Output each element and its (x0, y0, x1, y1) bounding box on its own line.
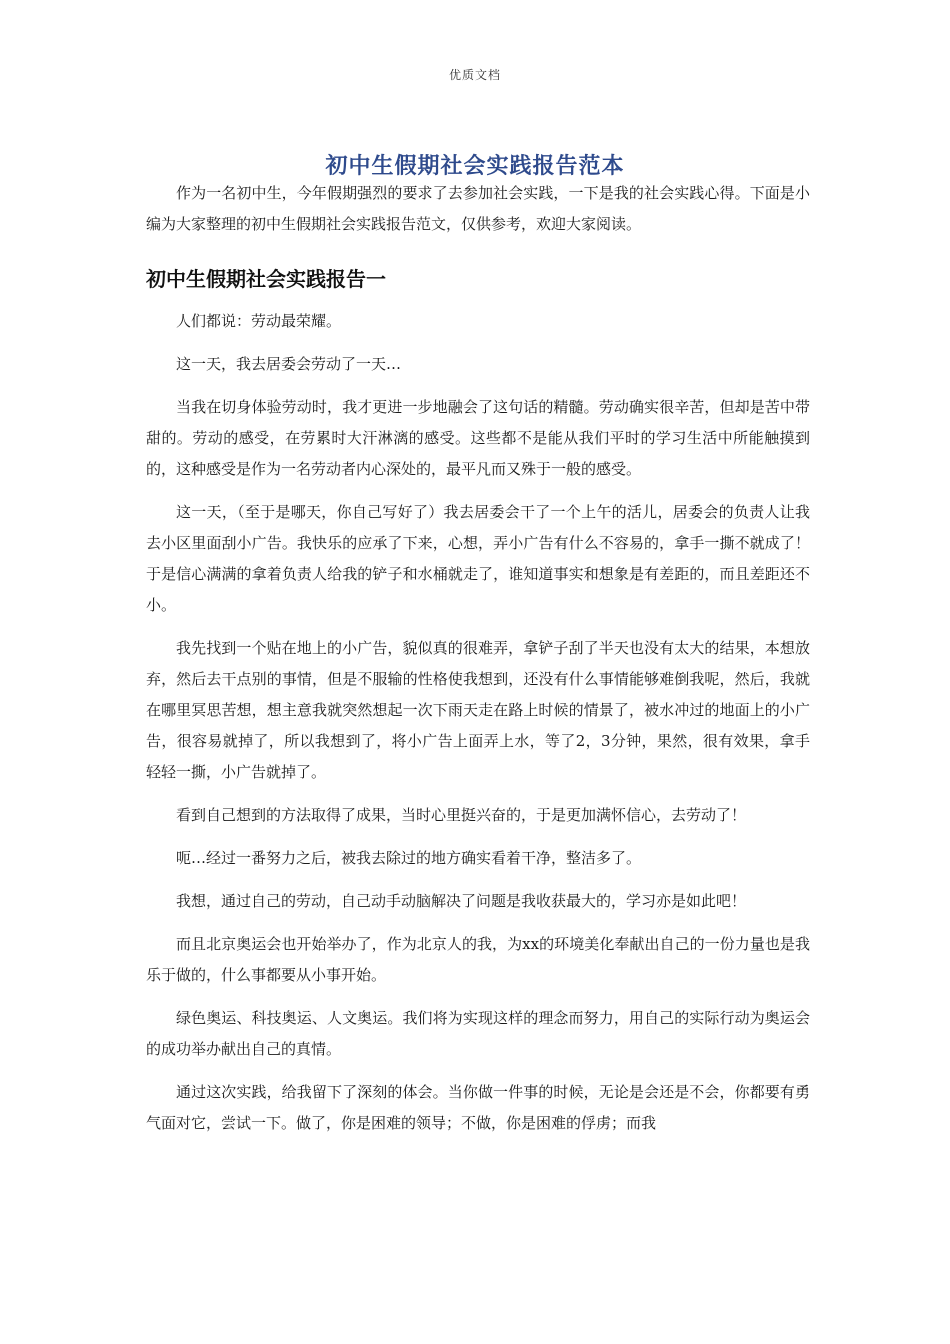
paragraph-4: 这一天，（至于是哪天，你自己写好了）我去居委会干了一个上午的活儿，居委会的负责人让我去小区里面刮小广告。我快乐的应承了下来，心想，弄小广告有什么不容易的，拿手一撕不就成了！于是信心满满的拿着负责人给我的铲子和水桶就走了，谁知道事实和想象是有差距的，而且差距还不小。 (146, 503, 810, 614)
section-heading: 初中生假期社会实践报告一 (146, 267, 386, 291)
intro-paragraph: 作为一名初中生，今年假期强烈的要求了去参加社会实践，一下是我的社会实践心得。下面是小编为大家整理的初中生假期社会实践报告范文，仅供参考，欢迎大家阅读。 (146, 184, 810, 233)
paragraph-5: 我先找到一个贴在地上的小广告，貌似真的很难弄，拿铲子刮了半天也没有太大的结果，本想放弃，然后去干点别的事情，但是不服输的性格使我想到，还没有什么事情能够难倒我呢，然后，我就在哪里冥思苦想，想主意我就突然想起一次下雨天走在路上时候的情景了，被水冲过的地面上的小广告，很容易就掉了，所以我想到了，将小广告上面弄上水，等了2，3分钟，果然，很有效果，拿手轻轻一撕，小广告就掉了。 (146, 639, 810, 781)
paragraph-11: 通过这次实践，给我留下了深刻的体会。当你做一件事的时候，无论是会还是不会，你都要有勇气面对它，尝试一下。做了，你是困难的领导；不做，你是困难的俘虏；而我 (146, 1083, 810, 1132)
paragraph-10: 绿色奥运、科技奥运、人文奥运。我们将为实现这样的理念而努力，用自己的实际行动为奥运会的成功举办献出自己的真情。 (146, 1009, 810, 1058)
document-title: 初中生假期社会实践报告范本 (325, 152, 625, 179)
document-body (146, 178, 810, 1151)
paragraph-9: 而且北京奥运会也开始举办了，作为北京人的我，为xx的环境美化奉献出自己的一份力量也是我乐于做的，什么事都要从小事开始。 (146, 935, 810, 984)
paragraph-3: 当我在切身体验劳动时，我才更进一步地融会了这句话的精髓。劳动确实很辛苦，但却是苦中带甜的。劳动的感受，在劳累时大汗淋漓的感受。这些都不是能从我们平时的学习生活中所能触摸到的，这种感受是作为一名劳动者内心深处的，最平凡而又殊于一般的感受。 (146, 398, 810, 478)
paragraph-2: 这一天，我去居委会劳动了一天… (176, 355, 402, 373)
paragraph-7: 呃…经过一番努力之后，被我去除过的地方确实看着干净，整洁多了。 (176, 849, 642, 867)
paragraph-8: 我想，通过自己的劳动，自己动手动脑解决了问题是我收获最大的，学习亦是如此吧！ (176, 892, 747, 910)
paragraph-1: 人们都说：劳动最荣耀。 (176, 312, 342, 330)
paragraph-6: 看到自己想到的方法取得了成果，当时心里挺兴奋的，于是更加满怀信心，去劳动了！ (176, 806, 747, 824)
page-header: 优质文档 (448, 68, 501, 82)
